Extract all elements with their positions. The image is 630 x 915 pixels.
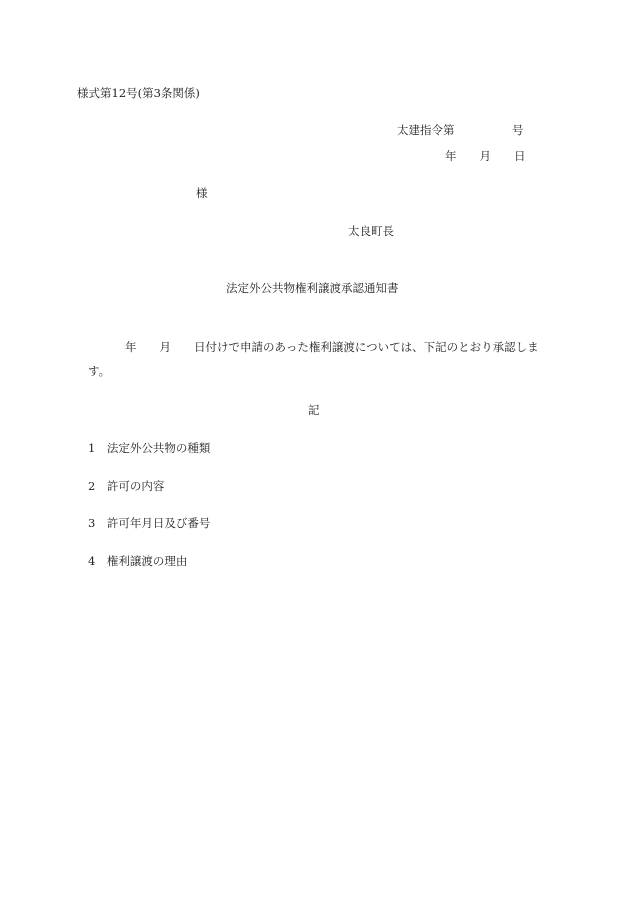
list-item: 1 法定外公共物の種類 <box>88 441 211 455</box>
form-number: 様式第12号(第3条関係) <box>77 86 200 100</box>
addressee: 様 <box>196 186 208 200</box>
body-text-line-2: す。 <box>88 364 111 378</box>
issuer: 太良町長 <box>348 224 394 238</box>
issue-date: 年 月 日 <box>445 149 526 163</box>
reference-number: 太建指令第 号 <box>397 123 524 137</box>
ki-heading: 記 <box>308 403 320 417</box>
list-item: 4 権利譲渡の理由 <box>88 554 188 568</box>
list-item: 3 許可年月日及び番号 <box>88 516 211 530</box>
list-item: 2 許可の内容 <box>88 479 165 493</box>
document-title: 法定外公共物権利譲渡承認通知書 <box>226 281 399 295</box>
body-text-line-1: 年 月 日付けで申請のあった権利譲渡については、下記のとおり承認しま <box>125 340 539 354</box>
